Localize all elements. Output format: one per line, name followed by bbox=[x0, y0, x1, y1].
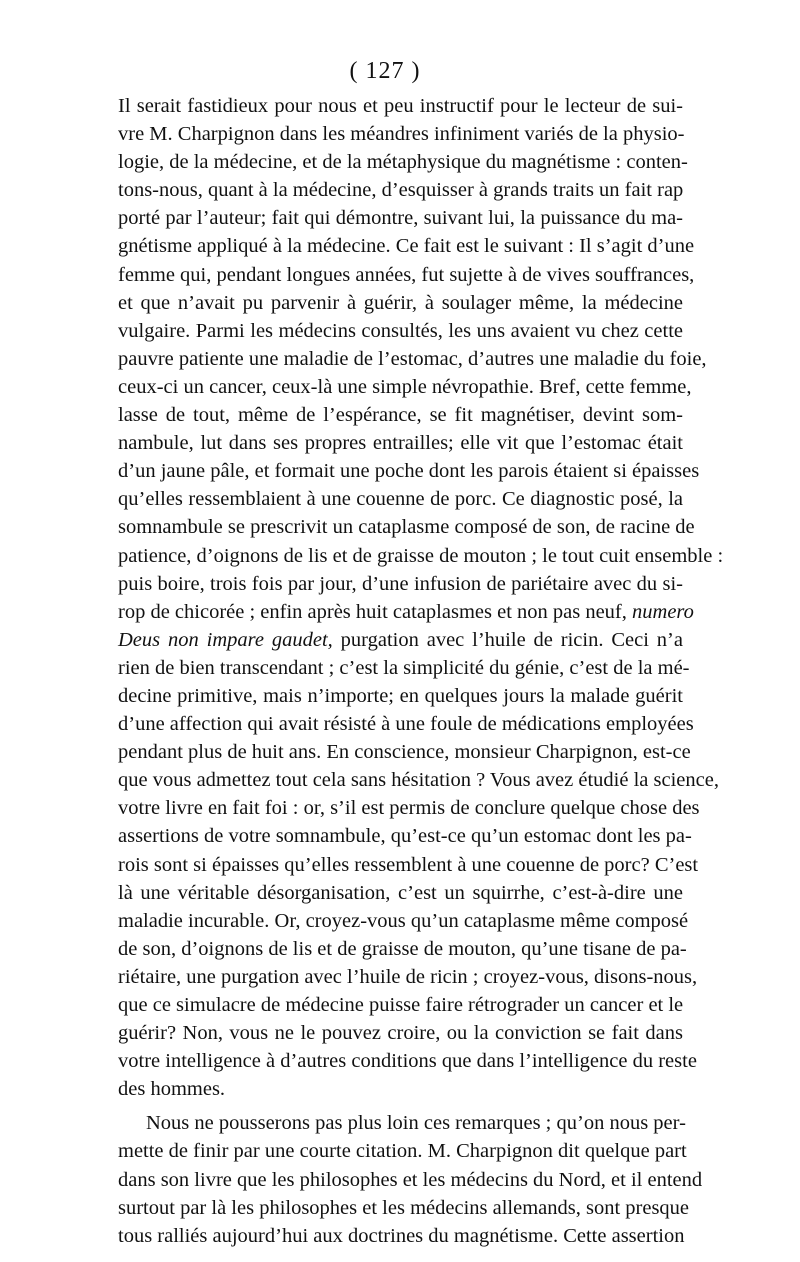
line-text: purgation avec l’huile de ricin. Ceci n’a bbox=[332, 628, 683, 651]
text-line: votre intelligence à d’autres conditions que dans l’intelligence du reste bbox=[118, 1050, 697, 1073]
latin-quote: Deus non impare gaudet, bbox=[118, 628, 333, 651]
text-line: riétaire, une purgation avec l’huile de ricin ; croyez-vous, disons-nous, bbox=[118, 965, 698, 988]
text-line: ceux-ci un cancer, ceux-là une simple névropathie. Bref, cette femme, bbox=[118, 375, 692, 398]
latin-quote: numero bbox=[632, 600, 694, 623]
text-line: d’un jaune pâle, et formait une poche dont les parois étaient si épaisses bbox=[118, 460, 700, 483]
text-line: tons-nous, quant à la médecine, d’esquisser à grands traits un fait rap bbox=[118, 179, 684, 202]
text-line: guérir? Non, vous ne le pouvez croire, ou la conviction se fait dans bbox=[118, 1022, 683, 1045]
text-line: Nous ne pousserons pas plus loin ces remarques ; qu’on nous per- bbox=[146, 1112, 686, 1135]
text-line: vre M. Charpignon dans les méandres infiniment variés de la physio- bbox=[118, 123, 685, 146]
text-line: votre livre en fait foi : or, s’il est permis de conclure quelque chose des bbox=[118, 797, 700, 820]
text-line: logie, de la médecine, et de la métaphysique du magnétisme : conten- bbox=[118, 151, 688, 174]
text-line: que ce simulacre de médecine puisse faire rétrograder un cancer et le bbox=[118, 994, 684, 1016]
text-line: dans son livre que les philosophes et les médecins du Nord, et il entend bbox=[118, 1168, 703, 1191]
text-line: et que n’avait pu parvenir à guérir, à soulager même, la médecine bbox=[118, 291, 683, 314]
text-line: surtout par là les philosophes et les médecins allemands, sont presque bbox=[118, 1196, 690, 1219]
text-line bbox=[118, 626, 683, 654]
text-line: assertions de votre somnambule, qu’est-ce qu’un estomac dont les pa- bbox=[118, 825, 692, 848]
text-line: tous ralliés aujourd’hui aux doctrines du magnétisme. Cette assertion bbox=[118, 1224, 685, 1247]
text-line: là une véritable désorganisation, c’est un squirrhe, c’est-à-dire une bbox=[118, 881, 683, 904]
paragraph bbox=[118, 92, 724, 1103]
body-text bbox=[118, 92, 724, 1250]
paragraph bbox=[118, 1109, 703, 1249]
line-text: rop de chicorée ; enfin après huit cataplasmes et non pas neuf, bbox=[118, 600, 633, 623]
text-line: porté par l’auteur; fait qui démontre, suivant lui, la puissance du ma- bbox=[118, 207, 683, 230]
text-line: de son, d’oignons de lis et de graisse de mouton, qu’une tisane de pa- bbox=[118, 937, 687, 960]
text-line: patience, d’oignons de lis et de graisse de mouton ; le tout cuit ensemble : bbox=[118, 544, 724, 567]
text-line: rois sont si épaisses qu’elles ressemblent à une couenne de porc? C’est bbox=[118, 853, 699, 876]
text-line: pendant plus de huit ans. En conscience, monsieur Charpignon, est-ce bbox=[118, 741, 691, 764]
text-line: maladie incurable. Or, croyez-vous qu’un cataplasme même composé bbox=[118, 909, 689, 932]
text-line: somnambule se prescrivit un cataplasme composé de son, de racine de bbox=[118, 516, 695, 539]
page-number: ( 127 ) bbox=[349, 58, 421, 84]
text-line: femme qui, pendant longues années, fut sujette à de vives souffrances, bbox=[118, 263, 695, 286]
text-line: rien de bien transcendant ; c’est la simplicité du génie, c’est de la mé- bbox=[118, 656, 690, 679]
text-line bbox=[118, 598, 694, 626]
text-line: qu’elles ressemblaient à une couenne de porc. Ce diagnostic posé, la bbox=[118, 488, 683, 511]
text-line: d’une affection qui avait résisté à une foule de médications employées bbox=[118, 713, 694, 736]
text-line: puis boire, trois fois par jour, d’une infusion de pariétaire avec du si- bbox=[118, 572, 683, 595]
text-line: que vous admettez tout cela sans hésitation ? Vous avez étudié la science, bbox=[118, 769, 719, 792]
text-line: decine primitive, mais n’importe; en quelques jours la malade guérit bbox=[118, 684, 683, 707]
text-line: vulgaire. Parmi les médecins consultés, les uns avaient vu chez cette bbox=[118, 319, 683, 342]
text-line: lasse de tout, même de l’espérance, se fit magnétiser, devint som- bbox=[118, 404, 683, 427]
text-line: gnétisme appliqué à la médecine. Ce fait est le suivant : Il s’agit d’une bbox=[118, 235, 695, 258]
text-line: Il serait fastidieux pour nous et peu instructif pour le lecteur de sui- bbox=[118, 95, 683, 117]
text-line: des hommes. bbox=[118, 1078, 226, 1101]
text-line: pauvre patiente une maladie de l’estomac, d’autres une maladie du foie, bbox=[118, 347, 707, 370]
text-line: mette de finir par une courte citation. M. Charpignon dit quelque part bbox=[118, 1140, 687, 1163]
text-line: nambule, lut dans ses propres entrailles; elle vit que l’estomac était bbox=[118, 432, 683, 455]
